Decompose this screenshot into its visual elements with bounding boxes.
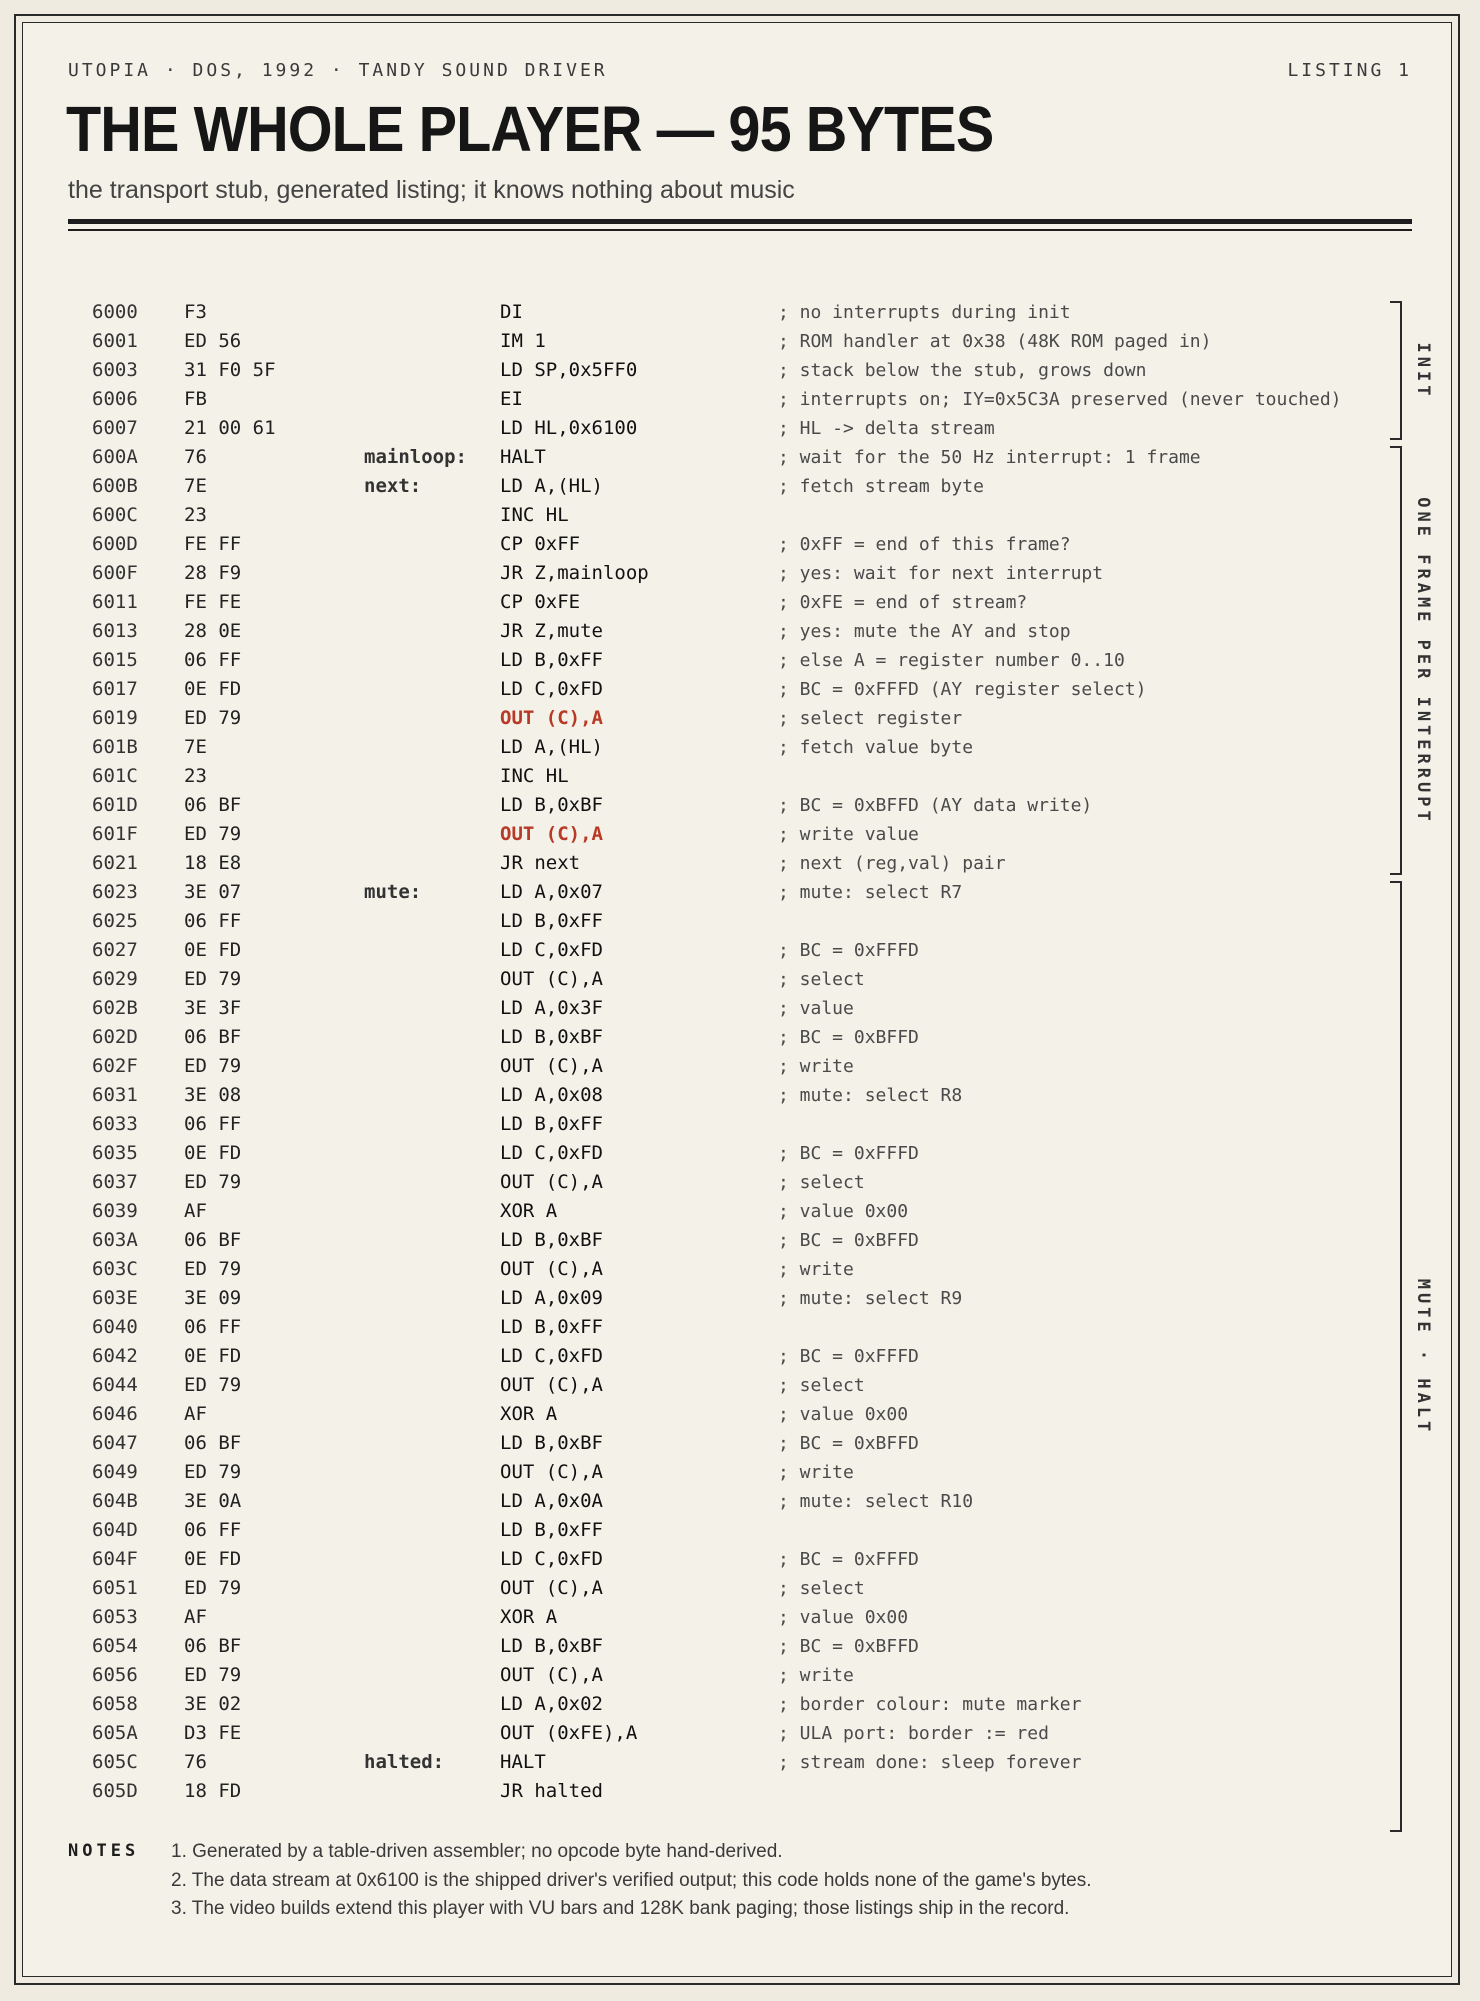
instruction-cell: LD C,0xFD [500,1142,603,1164]
instruction-cell: OUT (C),A [500,1577,603,1599]
listing-row [0,878,1400,907]
comment-cell: ; interrupts on; IY=0x5C3A preserved (never touched) [778,389,1342,410]
instruction-cell: XOR A [500,1403,558,1425]
listing-row [0,646,1400,675]
instruction-cell: OUT (0xFE),A [500,1722,638,1744]
instruction-cell: LD B,0xFF [500,1316,603,1338]
address-cell: 6003 [92,359,138,381]
comment-cell: ; write value [778,824,919,845]
address-cell: 6027 [92,939,138,961]
listing-row [0,327,1400,356]
opcode-bytes-cell: ED 79 [184,823,242,845]
comment-cell: ; wait for the 50 Hz interrupt: 1 frame [778,447,1201,468]
comment-cell: ; ULA port: border := red [778,1723,1049,1744]
listing-row [0,617,1400,646]
comment-cell: ; select [778,1578,865,1599]
listing-row [0,733,1400,762]
opcode-bytes-cell: FE FE [184,591,242,613]
listing-row [0,1400,1400,1429]
listing-row [0,1545,1400,1574]
address-cell: 603A [92,1229,138,1251]
comment-cell: ; BC = 0xFFFD [778,1549,919,1570]
instruction-cell: OUT (C),A [500,1055,603,1077]
instruction-cell: LD B,0xBF [500,1229,603,1251]
address-cell: 6019 [92,707,138,729]
listing-row [0,559,1400,588]
opcode-bytes-cell: 06 FF [184,910,242,932]
instruction-cell: LD B,0xBF [500,1635,603,1657]
comment-cell: ; BC = 0xBFFD [778,1027,919,1048]
opcode-bytes-cell: 7E [184,475,207,497]
instruction-cell: LD A,0x3F [500,997,603,1019]
instruction-cell: IM 1 [500,330,546,352]
address-cell: 602B [92,997,138,1019]
instruction-cell: DI [500,301,523,323]
instruction-cell: LD B,0xBF [500,1432,603,1454]
instruction-cell: OUT (C),A [500,1664,603,1686]
opcode-bytes-cell: AF [184,1403,207,1425]
comment-cell: ; write [778,1665,854,1686]
instruction-cell: LD B,0xBF [500,1026,603,1048]
listing-row [0,704,1400,733]
opcode-bytes-cell: 06 BF [184,1432,242,1454]
address-cell: 6053 [92,1606,138,1628]
instruction-cell: OUT (C),A [500,823,603,845]
address-cell: 605C [92,1751,138,1773]
opcode-bytes-cell: FE FF [184,533,242,555]
comment-cell: ; fetch stream byte [778,476,984,497]
instruction-cell: XOR A [500,1200,558,1222]
opcode-bytes-cell: 0E FD [184,1345,242,1367]
address-cell: 600B [92,475,138,497]
instruction-cell: HALT [500,446,546,468]
comment-cell: ; select register [778,708,963,729]
listing-row [0,1719,1400,1748]
opcode-bytes-cell: FB [184,388,207,410]
listing-row [0,1487,1400,1516]
page-subtitle: the transport stub, generated listing; it knows nothing about music [68,176,795,204]
section-label-text: ONE FRAME PER INTERRUPT [1413,496,1433,825]
address-cell: 601D [92,794,138,816]
address-cell: 6006 [92,388,138,410]
instruction-cell: LD A,0x0A [500,1490,603,1512]
address-cell: 604D [92,1519,138,1541]
address-cell: 6021 [92,852,138,874]
comment-cell: ; value 0x00 [778,1607,909,1628]
address-cell: 6054 [92,1635,138,1657]
instruction-cell: INC HL [500,504,569,526]
listing-row [0,1081,1400,1110]
comment-cell: ; mute: select R8 [778,1085,963,1106]
comment-cell: ; 0xFF = end of this frame? [778,534,1071,555]
opcode-bytes-cell: 0E FD [184,1548,242,1570]
opcode-bytes-cell: ED 79 [184,968,242,990]
opcode-bytes-cell: 3E 08 [184,1084,242,1106]
comment-cell: ; write [778,1259,854,1280]
opcode-bytes-cell: ED 79 [184,707,242,729]
listing-row [0,1139,1400,1168]
listing-row [0,994,1400,1023]
address-cell: 6051 [92,1577,138,1599]
comment-cell: ; 0xFE = end of stream? [778,592,1028,613]
comment-cell: ; value 0x00 [778,1201,909,1222]
section-label-text: MUTE · HALT [1413,1278,1433,1435]
address-cell: 6000 [92,301,138,323]
opcode-bytes-cell: ED 79 [184,1374,242,1396]
listing-row [0,1632,1400,1661]
instruction-cell: HALT [500,1751,546,1773]
address-cell: 605D [92,1780,138,1802]
listing-row [0,1516,1400,1545]
instruction-cell: LD A,0x08 [500,1084,603,1106]
listing-row [0,1574,1400,1603]
instruction-cell: LD B,0xFF [500,649,603,671]
listing-row [0,762,1400,791]
comment-cell: ; value 0x00 [778,1404,909,1425]
listing-row [0,1197,1400,1226]
header-rule-thick [68,219,1412,224]
listing-row [0,1052,1400,1081]
listing-row [0,501,1400,530]
opcode-bytes-cell: ED 56 [184,330,242,352]
listing-row [0,1371,1400,1400]
address-cell: 6011 [92,591,138,613]
comment-cell: ; select [778,969,865,990]
address-cell: 602D [92,1026,138,1048]
comment-cell: ; else A = register number 0..10 [778,650,1125,671]
comment-cell: ; write [778,1462,854,1483]
opcode-bytes-cell: 76 [184,1751,207,1773]
note-item: 1. Generated by a table-driven assembler; no opcode byte hand-derived. [171,1841,783,1862]
instruction-cell: OUT (C),A [500,1258,603,1280]
address-cell: 6035 [92,1142,138,1164]
kicker: UTOPIA · DOS, 1992 · TANDY SOUND DRIVER [68,60,608,81]
opcode-bytes-cell: 18 FD [184,1780,242,1802]
comment-cell: ; BC = 0xFFFD (AY register select) [778,679,1147,700]
label-cell: mainloop: [364,446,467,468]
opcode-bytes-cell: 3E 3F [184,997,242,1019]
listing-row [0,1603,1400,1632]
opcode-bytes-cell: 18 E8 [184,852,242,874]
opcode-bytes-cell: 28 F9 [184,562,242,584]
instruction-cell: CP 0xFF [500,533,581,555]
notes-heading: NOTES [68,1841,140,1861]
address-cell: 6042 [92,1345,138,1367]
opcode-bytes-cell: F3 [184,301,207,323]
comment-cell: ; mute: select R9 [778,1288,963,1309]
instruction-cell: OUT (C),A [500,968,603,990]
opcode-bytes-cell: 21 00 61 [184,417,276,439]
comment-cell: ; BC = 0xFFFD [778,1346,919,1367]
address-cell: 603E [92,1287,138,1309]
address-cell: 6040 [92,1316,138,1338]
instruction-cell: JR Z,mainloop [500,562,649,584]
instruction-cell: XOR A [500,1606,558,1628]
listing-row [0,1748,1400,1777]
address-cell: 6001 [92,330,138,352]
opcode-bytes-cell: ED 79 [184,1055,242,1077]
listing-row [0,356,1400,385]
instruction-cell: EI [500,388,523,410]
address-cell: 6007 [92,417,138,439]
opcode-bytes-cell: 31 F0 5F [184,359,276,381]
instruction-cell: LD SP,0x5FF0 [500,359,638,381]
address-cell: 6033 [92,1113,138,1135]
opcode-bytes-cell: 06 FF [184,649,242,671]
instruction-cell: INC HL [500,765,569,787]
comment-cell: ; mute: select R10 [778,1491,974,1512]
comment-cell: ; stream done: sleep forever [778,1752,1082,1773]
opcode-bytes-cell: 06 BF [184,1229,242,1251]
note-item: 2. The data stream at 0x6100 is the shipped driver's verified output; this code holds none of the game's bytes. [171,1869,1092,1891]
instruction-cell: OUT (C),A [500,707,603,729]
listing-row [0,414,1400,443]
comment-cell: ; BC = 0xBFFD [778,1230,919,1251]
listing-row [0,298,1400,327]
address-cell: 604B [92,1490,138,1512]
comment-cell: ; BC = 0xBFFD (AY data write) [778,795,1093,816]
address-cell: 600F [92,562,138,584]
address-cell: 6037 [92,1171,138,1193]
instruction-cell: LD A,0x02 [500,1693,603,1715]
comment-cell: ; BC = 0xBFFD [778,1636,919,1657]
opcode-bytes-cell: 06 FF [184,1519,242,1541]
opcode-bytes-cell: 23 [184,504,207,526]
note-item: 3. The video builds extend this player with VU bars and 128K bank paging; those listings ship in the record. [171,1898,1070,1919]
opcode-bytes-cell: ED 79 [184,1577,242,1599]
address-cell: 605A [92,1722,138,1744]
listing-row [0,1255,1400,1284]
opcode-bytes-cell: 06 BF [184,1635,242,1657]
address-cell: 6031 [92,1084,138,1106]
opcode-bytes-cell: 23 [184,765,207,787]
comment-cell: ; value [778,998,854,1019]
opcode-bytes-cell: ED 79 [184,1461,242,1483]
opcode-bytes-cell: AF [184,1200,207,1222]
instruction-cell: LD A,(HL) [500,475,603,497]
comment-cell: ; stack below the stub, grows down [778,360,1147,381]
comment-cell: ; fetch value byte [778,737,974,758]
listing-row [0,530,1400,559]
address-cell: 6017 [92,678,138,700]
address-cell: 6023 [92,881,138,903]
instruction-cell: OUT (C),A [500,1374,603,1396]
address-cell: 6025 [92,910,138,932]
label-cell: halted: [364,1751,445,1773]
instruction-cell: JR halted [500,1780,603,1802]
opcode-bytes-cell: 76 [184,446,207,468]
opcode-bytes-cell: 3E 0A [184,1490,242,1512]
listing-row [0,1342,1400,1371]
section-bracket [1390,301,1402,440]
comment-cell: ; BC = 0xFFFD [778,1143,919,1164]
label-cell: mute: [364,881,422,903]
comment-cell: ; yes: mute the AY and stop [778,621,1071,642]
instruction-cell: LD C,0xFD [500,1548,603,1570]
opcode-bytes-cell: 3E 07 [184,881,242,903]
address-cell: 600A [92,446,138,468]
address-cell: 6039 [92,1200,138,1222]
address-cell: 604F [92,1548,138,1570]
header-rule-thin [68,229,1412,231]
opcode-bytes-cell: 0E FD [184,939,242,961]
opcode-bytes-cell: 3E 09 [184,1287,242,1309]
listing-row [0,1110,1400,1139]
opcode-bytes-cell: 06 FF [184,1316,242,1338]
listing-row [0,791,1400,820]
comment-cell: ; BC = 0xBFFD [778,1433,919,1454]
listing-row [0,1690,1400,1719]
listing-row [0,1313,1400,1342]
comment-cell: ; next (reg,val) pair [778,853,1006,874]
instruction-cell: JR next [500,852,581,874]
listing-row [0,1226,1400,1255]
listing-row [0,907,1400,936]
instruction-cell: LD A,0x07 [500,881,603,903]
address-cell: 600D [92,533,138,555]
comment-cell: ; ROM handler at 0x38 (48K ROM paged in) [778,331,1212,352]
address-cell: 601C [92,765,138,787]
comment-cell: ; write [778,1056,854,1077]
listing-row [0,1429,1400,1458]
page-title: THE WHOLE PLAYER — 95 BYTES [66,93,994,165]
address-cell: 601F [92,823,138,845]
instruction-cell: JR Z,mute [500,620,603,642]
listing-row [0,849,1400,878]
listing-row [0,472,1400,501]
opcode-bytes-cell: 06 BF [184,794,242,816]
listing-row [0,936,1400,965]
listing-row [0,443,1400,472]
comment-cell: ; no interrupts during init [778,302,1071,323]
comment-cell: ; select [778,1375,865,1396]
listing-row [0,965,1400,994]
instruction-cell: LD A,(HL) [500,736,603,758]
address-cell: 602F [92,1055,138,1077]
address-cell: 6015 [92,649,138,671]
opcode-bytes-cell: ED 79 [184,1171,242,1193]
opcode-bytes-cell: 06 FF [184,1113,242,1135]
listing-row [0,1284,1400,1313]
instruction-cell: LD B,0xFF [500,910,603,932]
address-cell: 6058 [92,1693,138,1715]
listing-tag: LISTING 1 [1287,60,1412,81]
address-cell: 600C [92,504,138,526]
comment-cell: ; BC = 0xFFFD [778,940,919,961]
address-cell: 6013 [92,620,138,642]
address-cell: 6044 [92,1374,138,1396]
listing-row [0,385,1400,414]
address-cell: 6049 [92,1461,138,1483]
comment-cell: ; HL -> delta stream [778,418,995,439]
instruction-cell: OUT (C),A [500,1461,603,1483]
opcode-bytes-cell: D3 FE [184,1722,242,1744]
comment-cell: ; yes: wait for next interrupt [778,563,1104,584]
instruction-cell: LD HL,0x6100 [500,417,638,439]
instruction-cell: LD A,0x09 [500,1287,603,1309]
opcode-bytes-cell: 0E FD [184,678,242,700]
listing-row [0,1458,1400,1487]
address-cell: 601B [92,736,138,758]
instruction-cell: LD B,0xFF [500,1113,603,1135]
opcode-bytes-cell: 06 BF [184,1026,242,1048]
instruction-cell: LD C,0xFD [500,939,603,961]
address-cell: 6047 [92,1432,138,1454]
listing-row [0,820,1400,849]
section-bracket [1390,881,1402,1832]
opcode-bytes-cell: ED 79 [184,1664,242,1686]
listing-row [0,675,1400,704]
address-cell: 6046 [92,1403,138,1425]
instruction-cell: CP 0xFE [500,591,581,613]
instruction-cell: LD C,0xFD [500,678,603,700]
opcode-bytes-cell: AF [184,1606,207,1628]
instruction-cell: LD C,0xFD [500,1345,603,1367]
comment-cell: ; border colour: mute marker [778,1694,1082,1715]
listing-row [0,1168,1400,1197]
address-cell: 603C [92,1258,138,1280]
label-cell: next: [364,475,422,497]
section-label-text: INIT [1413,342,1433,399]
instruction-cell: LD B,0xFF [500,1519,603,1541]
opcode-bytes-cell: 0E FD [184,1142,242,1164]
listing-row [0,1661,1400,1690]
listing-row [0,1023,1400,1052]
instruction-cell: LD B,0xBF [500,794,603,816]
listing-row [0,1777,1400,1806]
address-cell: 6056 [92,1664,138,1686]
section-bracket [1390,446,1402,875]
opcode-bytes-cell: 3E 02 [184,1693,242,1715]
comment-cell: ; select [778,1172,865,1193]
listing-row [0,588,1400,617]
notes-list [171,1838,1092,1924]
opcode-bytes-cell: 7E [184,736,207,758]
address-cell: 6029 [92,968,138,990]
comment-cell: ; mute: select R7 [778,882,963,903]
instruction-cell: OUT (C),A [500,1171,603,1193]
opcode-bytes-cell: 28 0E [184,620,242,642]
opcode-bytes-cell: ED 79 [184,1258,242,1280]
